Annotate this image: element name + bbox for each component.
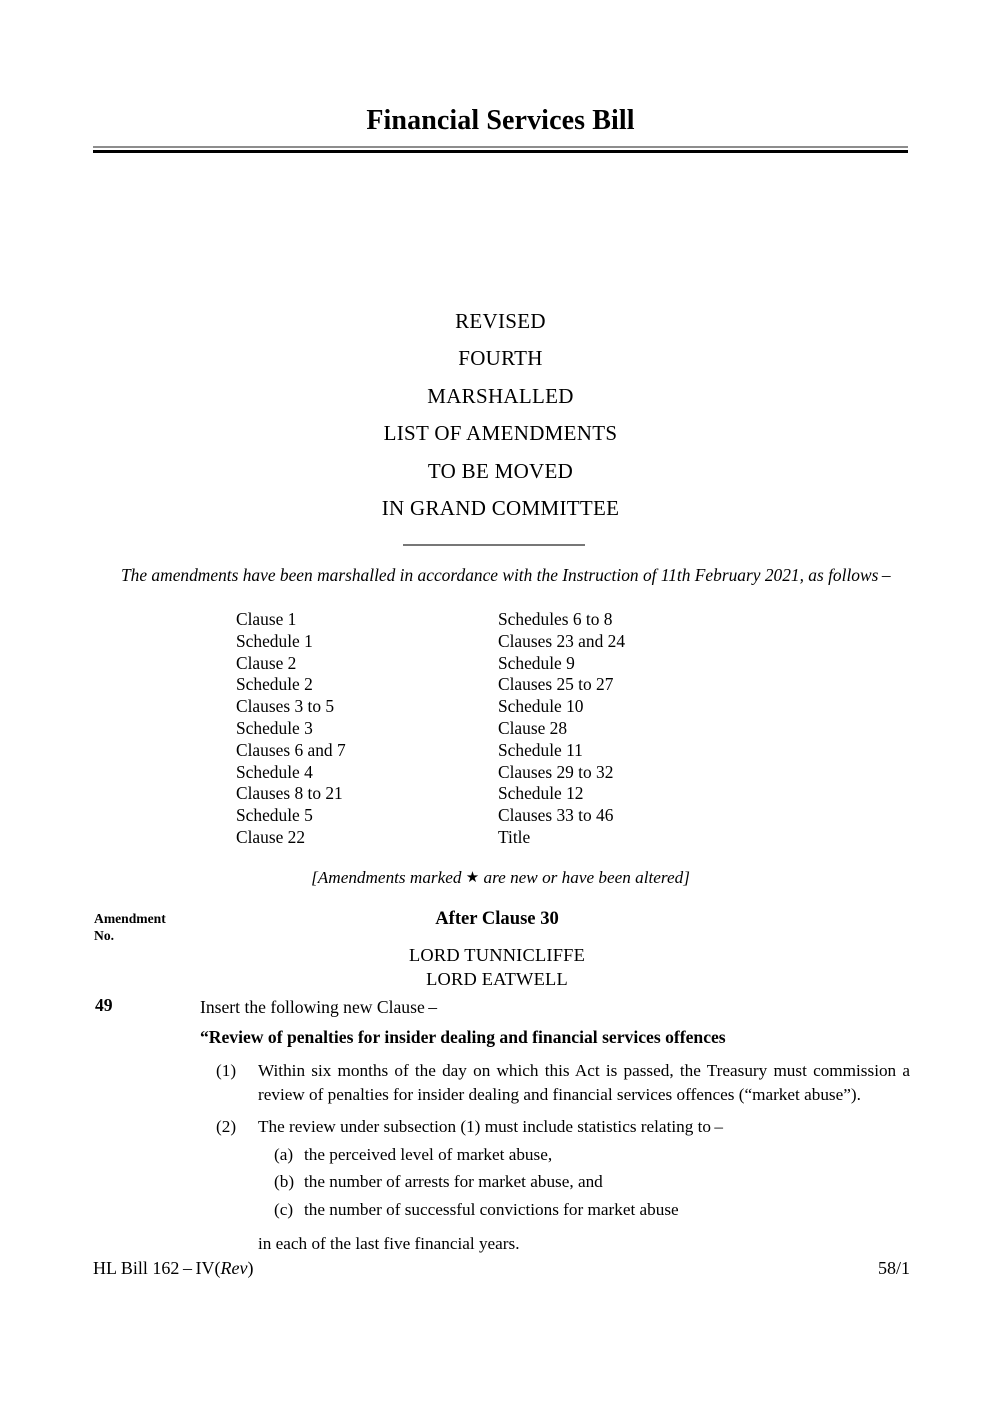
subsection — [200, 1059, 910, 1106]
subsection-marker: (2) — [216, 1117, 237, 1136]
star-note — [93, 868, 908, 888]
subsection-marker: (1) — [216, 1061, 237, 1080]
clause-list-item: Clause 28 — [498, 717, 568, 738]
clause-list-item: Schedule 4 — [236, 761, 313, 782]
clause-list — [236, 609, 796, 849]
page-footer — [93, 1258, 910, 1279]
heading-line-fourth: FOURTH — [458, 346, 543, 371]
clause-list-item: Clause 2 — [236, 652, 297, 673]
title-rule-thick-line — [93, 150, 908, 153]
paragraph-item — [200, 1170, 910, 1194]
clause-list-left-column — [236, 609, 498, 849]
clause-list-item: Schedule 1 — [236, 630, 313, 651]
section-divider — [403, 544, 585, 546]
star-note-open-bracket: [ — [311, 868, 318, 887]
title-rule-thin-line — [93, 146, 908, 148]
closing-line: in each of the last five financial years. — [258, 1234, 520, 1253]
amendment-entry — [93, 995, 910, 1256]
bill-reference — [93, 1258, 254, 1279]
clause-list-item: Clauses 23 and 24 — [498, 630, 626, 651]
clause-list-item: Schedule 12 — [498, 783, 584, 804]
paragraph-text: the perceived level of market abuse, — [304, 1144, 553, 1164]
amendment-lead-text: Insert the following new Clause – — [200, 997, 438, 1017]
clause-list-item: Clauses 3 to 5 — [236, 696, 335, 717]
subsection — [200, 1115, 910, 1139]
instruction-paragraph: The amendments have been marshalled in accordance with the Instruction of 11th February 2021, as follows – — [121, 565, 891, 585]
paragraph-marker: (c) — [274, 1199, 294, 1219]
clause-list-right-column — [498, 609, 760, 849]
heading-line-to-be-moved: TO BE MOVED — [427, 458, 574, 483]
paragraph-marker: (b) — [274, 1172, 295, 1191]
paragraph-item — [200, 1143, 910, 1167]
page-number: 58/1 — [877, 1258, 910, 1278]
star-note-after-text: are new or have been altered — [479, 868, 684, 887]
clause-list-item: Clauses 29 to 32 — [498, 761, 614, 782]
amendment-number: 49 — [95, 995, 113, 1015]
star-icon: ★ — [465, 870, 480, 886]
subsection-text: Within six months of the day on which this Act is passed, the Treasury must commission a review of penalties for insider dealing and financial services offences (“market abuse”). — [258, 1061, 910, 1104]
amendment-body — [200, 995, 910, 1256]
star-note-close-bracket: ] — [683, 868, 690, 887]
clause-list-item: Schedule 11 — [498, 739, 583, 760]
amendment-no-header-line1: Amendment — [94, 911, 166, 926]
paragraph-marker: (a) — [274, 1144, 294, 1164]
paragraph-item — [200, 1198, 910, 1222]
heading-line-in-grand-committee: IN GRAND COMMITTEE — [381, 496, 620, 521]
clause-list-item: Clause 1 — [236, 609, 297, 629]
heading-stack — [93, 303, 908, 527]
clause-list-item: Clauses 8 to 21 — [236, 783, 343, 804]
clause-list-item: Clauses 33 to 46 — [498, 805, 614, 826]
clause-list-item: Title — [498, 826, 531, 847]
amendment-no-header-line2: No. — [94, 928, 115, 943]
clause-list-item: Schedule 10 — [498, 696, 584, 717]
heading-line-list-of-amendments: LIST OF AMENDMENTS — [383, 421, 618, 446]
bill-reference-suffix: ) — [247, 1258, 254, 1278]
star-note-before-text: Amendments marked — [317, 868, 466, 887]
heading-line-marshalled: MARSHALLED — [427, 383, 574, 408]
title-rule — [93, 146, 908, 153]
subsection-text: The review under subsection (1) must include statistics relating to – — [258, 1117, 724, 1136]
clause-list-item: Schedule 9 — [498, 652, 575, 673]
bill-reference-prefix: HL Bill 162 – IV( — [93, 1258, 221, 1278]
document-title: Financial Services Bill — [366, 105, 635, 136]
sponsor-name: LORD TUNNICLIFFE — [408, 945, 586, 965]
clause-list-item: Clauses 6 and 7 — [236, 739, 346, 760]
clause-list-item: Schedule 3 — [236, 717, 313, 738]
clause-list-item: Clause 22 — [236, 826, 306, 847]
paragraph-text: the number of successful convictions for market abuse — [304, 1199, 679, 1219]
clause-list-item: Schedules 6 to 8 — [498, 609, 613, 629]
group-heading-after-clause-30: After Clause 30 — [435, 908, 559, 929]
sponsor-name: LORD EATWELL — [426, 968, 568, 989]
clause-list-item: Schedule 5 — [236, 805, 313, 826]
sponsor-list — [200, 944, 794, 991]
heading-line-revised: REVISED — [455, 309, 546, 333]
amendment-no-header — [94, 910, 204, 944]
clause-list-item: Schedule 2 — [236, 674, 313, 695]
new-clause-title: “Review of penalties for insider dealing and financial services offences — [200, 1027, 726, 1047]
paragraph-text: the number of arrests for market abuse, and — [304, 1172, 603, 1191]
clause-list-item: Clauses 25 to 27 — [498, 674, 614, 695]
bill-reference-rev: Rev — [220, 1258, 248, 1278]
